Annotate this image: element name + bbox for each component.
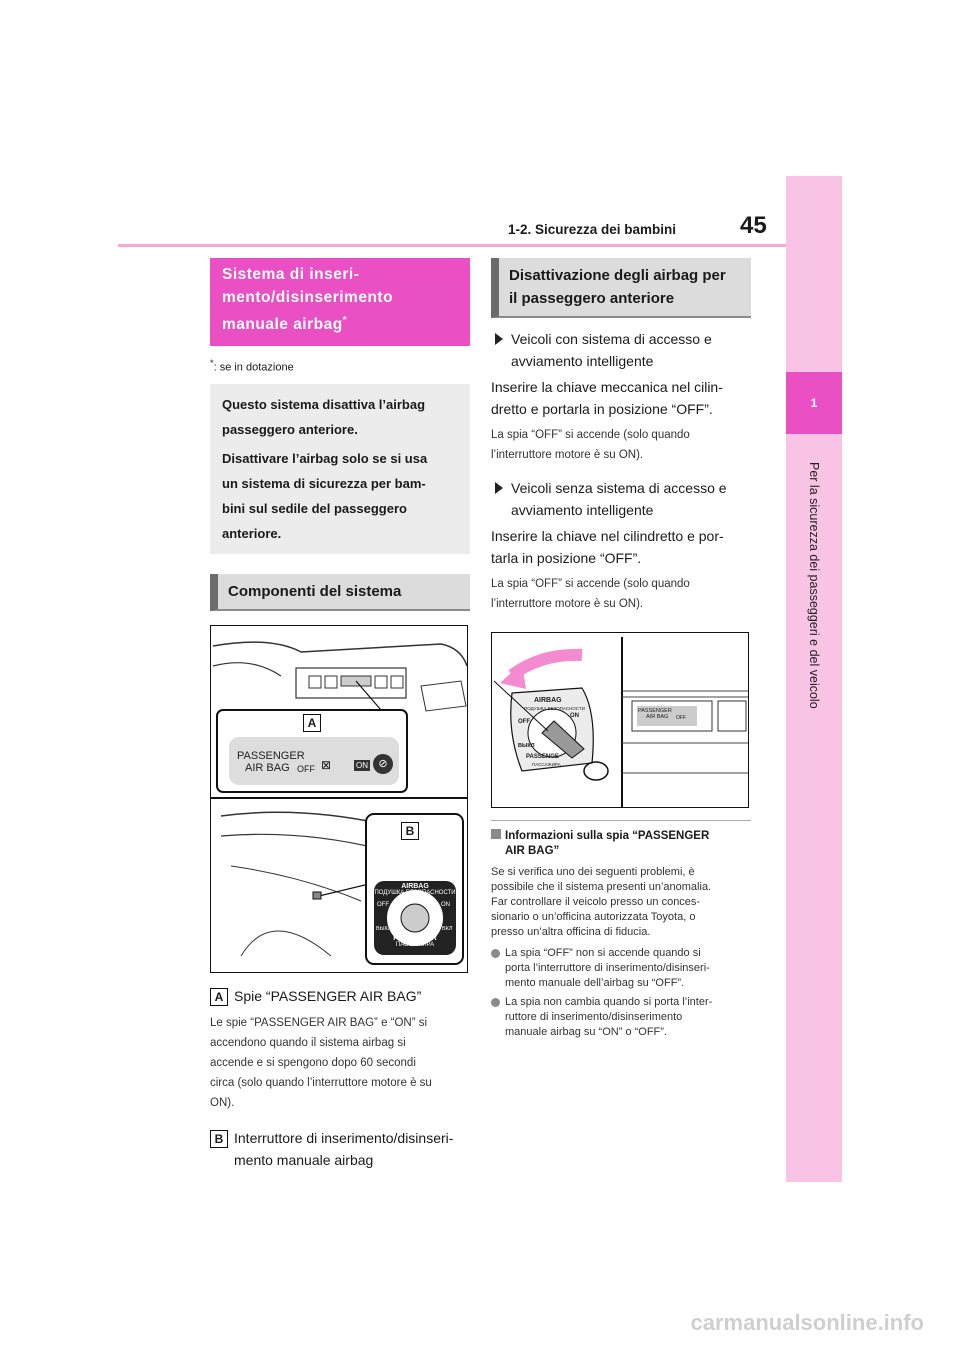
- key-switch-figure: [491, 632, 749, 808]
- item-line: La spia non cambia quando si porta l’inter-: [505, 996, 713, 1008]
- instruction-line: tarla in posizione “OFF”.: [491, 550, 642, 566]
- side-tab-number: 1: [786, 372, 842, 434]
- side-tab-label: Per la sicurezza dei passeggeri e del veicolo: [807, 461, 821, 709]
- instruction-line: dretto e portarla in posizione “OFF”.: [491, 401, 713, 417]
- item-b-callout: B: [210, 1130, 228, 1148]
- info-line: sionario o un’officina autorizzata Toyota, o: [491, 911, 696, 923]
- fig-switch-on: ON: [570, 713, 579, 719]
- fig-indicator-off: OFF: [676, 715, 686, 721]
- item-a-desc: [210, 1013, 470, 1113]
- box-line: bini sul sedile del passeggero: [222, 500, 407, 516]
- note-2: [491, 574, 751, 614]
- fig-indicator: [638, 708, 672, 720]
- switch-panel-top: [374, 883, 456, 897]
- fig-switch-passenger-ru: ПАССАЖИРА: [532, 762, 561, 767]
- components-figure: [210, 625, 468, 973]
- switch-passenger-ru: ПАССАЖИРА: [395, 941, 435, 948]
- triangle-bullet-icon: [495, 333, 503, 345]
- item-b-line2: mento manuale airbag: [234, 1151, 374, 1168]
- switch-on-ru: ВКЛ: [442, 925, 453, 932]
- fig-switch-off: OFF: [518, 719, 530, 725]
- footnote-mark: *: [210, 358, 214, 369]
- info-heading-line: AIR BAG”: [505, 845, 560, 857]
- footnote: [210, 358, 470, 374]
- info-heading-line: Informazioni sulla spia “PASSENGER: [505, 830, 710, 842]
- instruction-1: [491, 376, 751, 420]
- item-line: ruttore di inserimento/disinserimento: [505, 1011, 683, 1023]
- instruction-line: Inserire la chiave nel cilindretto e por-: [491, 528, 724, 544]
- desc-line: accende e si spengono dopo 60 secondi: [210, 1056, 416, 1069]
- item-line: manuale airbag su “ON” o “OFF”.: [505, 1026, 667, 1038]
- info-line: Se si verifica uno dei seguenti problemi, è: [491, 866, 695, 878]
- header-rule: [118, 244, 786, 247]
- footnote-text: : se in dotazione: [213, 361, 294, 374]
- airbag-off-icon: ⊠: [321, 757, 332, 772]
- switch-off: OFF: [377, 901, 389, 908]
- note-line: La spia “OFF” si accende (solo quando: [491, 578, 690, 590]
- heading-line: [222, 309, 460, 336]
- info-item-2: [491, 995, 751, 1040]
- info-line: presso un’altra officina di fiducia.: [491, 926, 651, 938]
- info-body: [491, 865, 751, 940]
- heading-components: Componenti del sistema: [210, 574, 470, 611]
- switch-on: ON: [441, 901, 450, 908]
- desc-line: accendono quando il sistema airbag si: [210, 1036, 406, 1049]
- square-bullet-icon: [491, 829, 501, 839]
- bullet-line: avviamento intelligente: [511, 353, 654, 369]
- desc-line: ON).: [210, 1096, 235, 1109]
- info-item-1: [491, 946, 751, 991]
- heading-line: mento/disinserimento: [222, 289, 394, 306]
- info-line: Far controllare il veicolo presso un conces-: [491, 896, 701, 908]
- box-line: passeggero anteriore.: [222, 421, 358, 437]
- page-number: 45: [740, 212, 767, 239]
- section-header: 1-2. Sicurezza dei bambini: [508, 222, 677, 237]
- info-line: possibile che il sistema presenti un’anomalia.: [491, 881, 712, 893]
- dot-bullet-icon: [491, 998, 500, 1007]
- heading-footnote-mark: *: [342, 315, 348, 326]
- note-1: [491, 425, 751, 465]
- warning-box: [210, 384, 470, 554]
- item-a: [210, 985, 470, 1007]
- heading-text: manuale airbag: [222, 316, 343, 334]
- heading-deactivation: [491, 258, 751, 318]
- indicator-line2: AIR BAG: [245, 761, 290, 774]
- bullet-line: Veicoli senza sistema di accesso e: [511, 480, 727, 496]
- fig-indicator-line2: AIR BAG: [646, 714, 669, 720]
- item-line: mento manuale dell’airbag su “OFF”.: [505, 977, 685, 989]
- switch-airbag-ru: ПОДУШКА БЕЗОПАСНОСТИ: [374, 889, 456, 896]
- note-line: l’interruttore motore è su ON).: [491, 598, 644, 610]
- note-line: La spia “OFF” si accende (solo quando: [491, 429, 690, 441]
- desc-line: Le spie “PASSENGER AIR BAG” e “ON” si: [210, 1016, 428, 1029]
- right-column: [491, 258, 751, 1040]
- left-column: [210, 258, 470, 1171]
- triangle-bullet-icon: [495, 482, 503, 494]
- heading-line: Sistema di inseri-: [222, 266, 360, 283]
- fig-switch-off-ru: ВЫКЛ: [518, 743, 535, 749]
- item-line: porta l’interruttore di inserimento/disinseri-: [505, 962, 710, 974]
- fig-switch-airbag: AIRBAG: [534, 697, 562, 704]
- callout-b: B: [401, 822, 419, 840]
- heading-line: Disattivazione degli airbag per: [509, 267, 726, 284]
- heading-manual-airbag: [210, 258, 470, 346]
- dashboard-illustration: [211, 626, 468, 973]
- item-a-title: Spie “PASSENGER AIR BAG”: [234, 987, 422, 1004]
- airbag-on-icon: ⊘: [373, 754, 393, 774]
- note-line: l’interruttore motore è su ON).: [491, 449, 644, 461]
- switch-passenger: PASSENGER: [393, 934, 437, 942]
- fig-switch-passenger: PASSENGE: [526, 754, 559, 760]
- fig-indicator-line1: PASSENGER: [638, 708, 672, 714]
- bullet-line: Veicoli con sistema di accesso e: [511, 331, 712, 347]
- switch-off-ru: ВЫКЛ: [376, 925, 392, 932]
- info-heading: [491, 820, 751, 859]
- instruction-line: Inserire la chiave meccanica nel cilin-: [491, 379, 723, 395]
- item-b: [210, 1127, 470, 1171]
- key-switch-illustration: [492, 633, 749, 808]
- bullet-no-smart-key: [491, 477, 751, 521]
- box-line: un sistema di sicurezza per bam-: [222, 475, 426, 491]
- desc-line: circa (solo quando l’interruttore motore è su: [210, 1076, 432, 1089]
- switch-airbag: AIRBAG: [401, 882, 429, 890]
- box-line: Disattivare l’airbag solo se si usa: [222, 450, 428, 466]
- dot-bullet-icon: [491, 949, 500, 958]
- indicator-off: OFF: [297, 763, 315, 774]
- instruction-2: [491, 525, 751, 569]
- box-line: Questo sistema disattiva l’airbag: [222, 396, 426, 412]
- item-line: La spia “OFF” non si accende quando si: [505, 947, 701, 959]
- indicator-label: [237, 750, 305, 774]
- watermark: carmanualsonline.info: [690, 1310, 924, 1335]
- fig-switch-airbag-ru: ПОДУШКА БЕЗОПАСНОСТИ: [524, 706, 585, 711]
- callout-a: A: [303, 714, 321, 732]
- indicator-on: ON: [356, 760, 368, 770]
- item-b-line1: Interruttore di inserimento/disinseri-: [234, 1129, 454, 1146]
- box-line: anteriore.: [222, 525, 282, 541]
- side-tab-label-box: [786, 440, 842, 730]
- switch-panel-bottom: [374, 935, 456, 949]
- bullet-smart-key: [491, 328, 751, 372]
- heading-line: il passeggero anteriore: [509, 290, 675, 307]
- bullet-line: avviamento intelligente: [511, 502, 654, 518]
- item-a-callout: A: [210, 988, 228, 1006]
- indicator-line1: PASSENGER: [237, 749, 305, 762]
